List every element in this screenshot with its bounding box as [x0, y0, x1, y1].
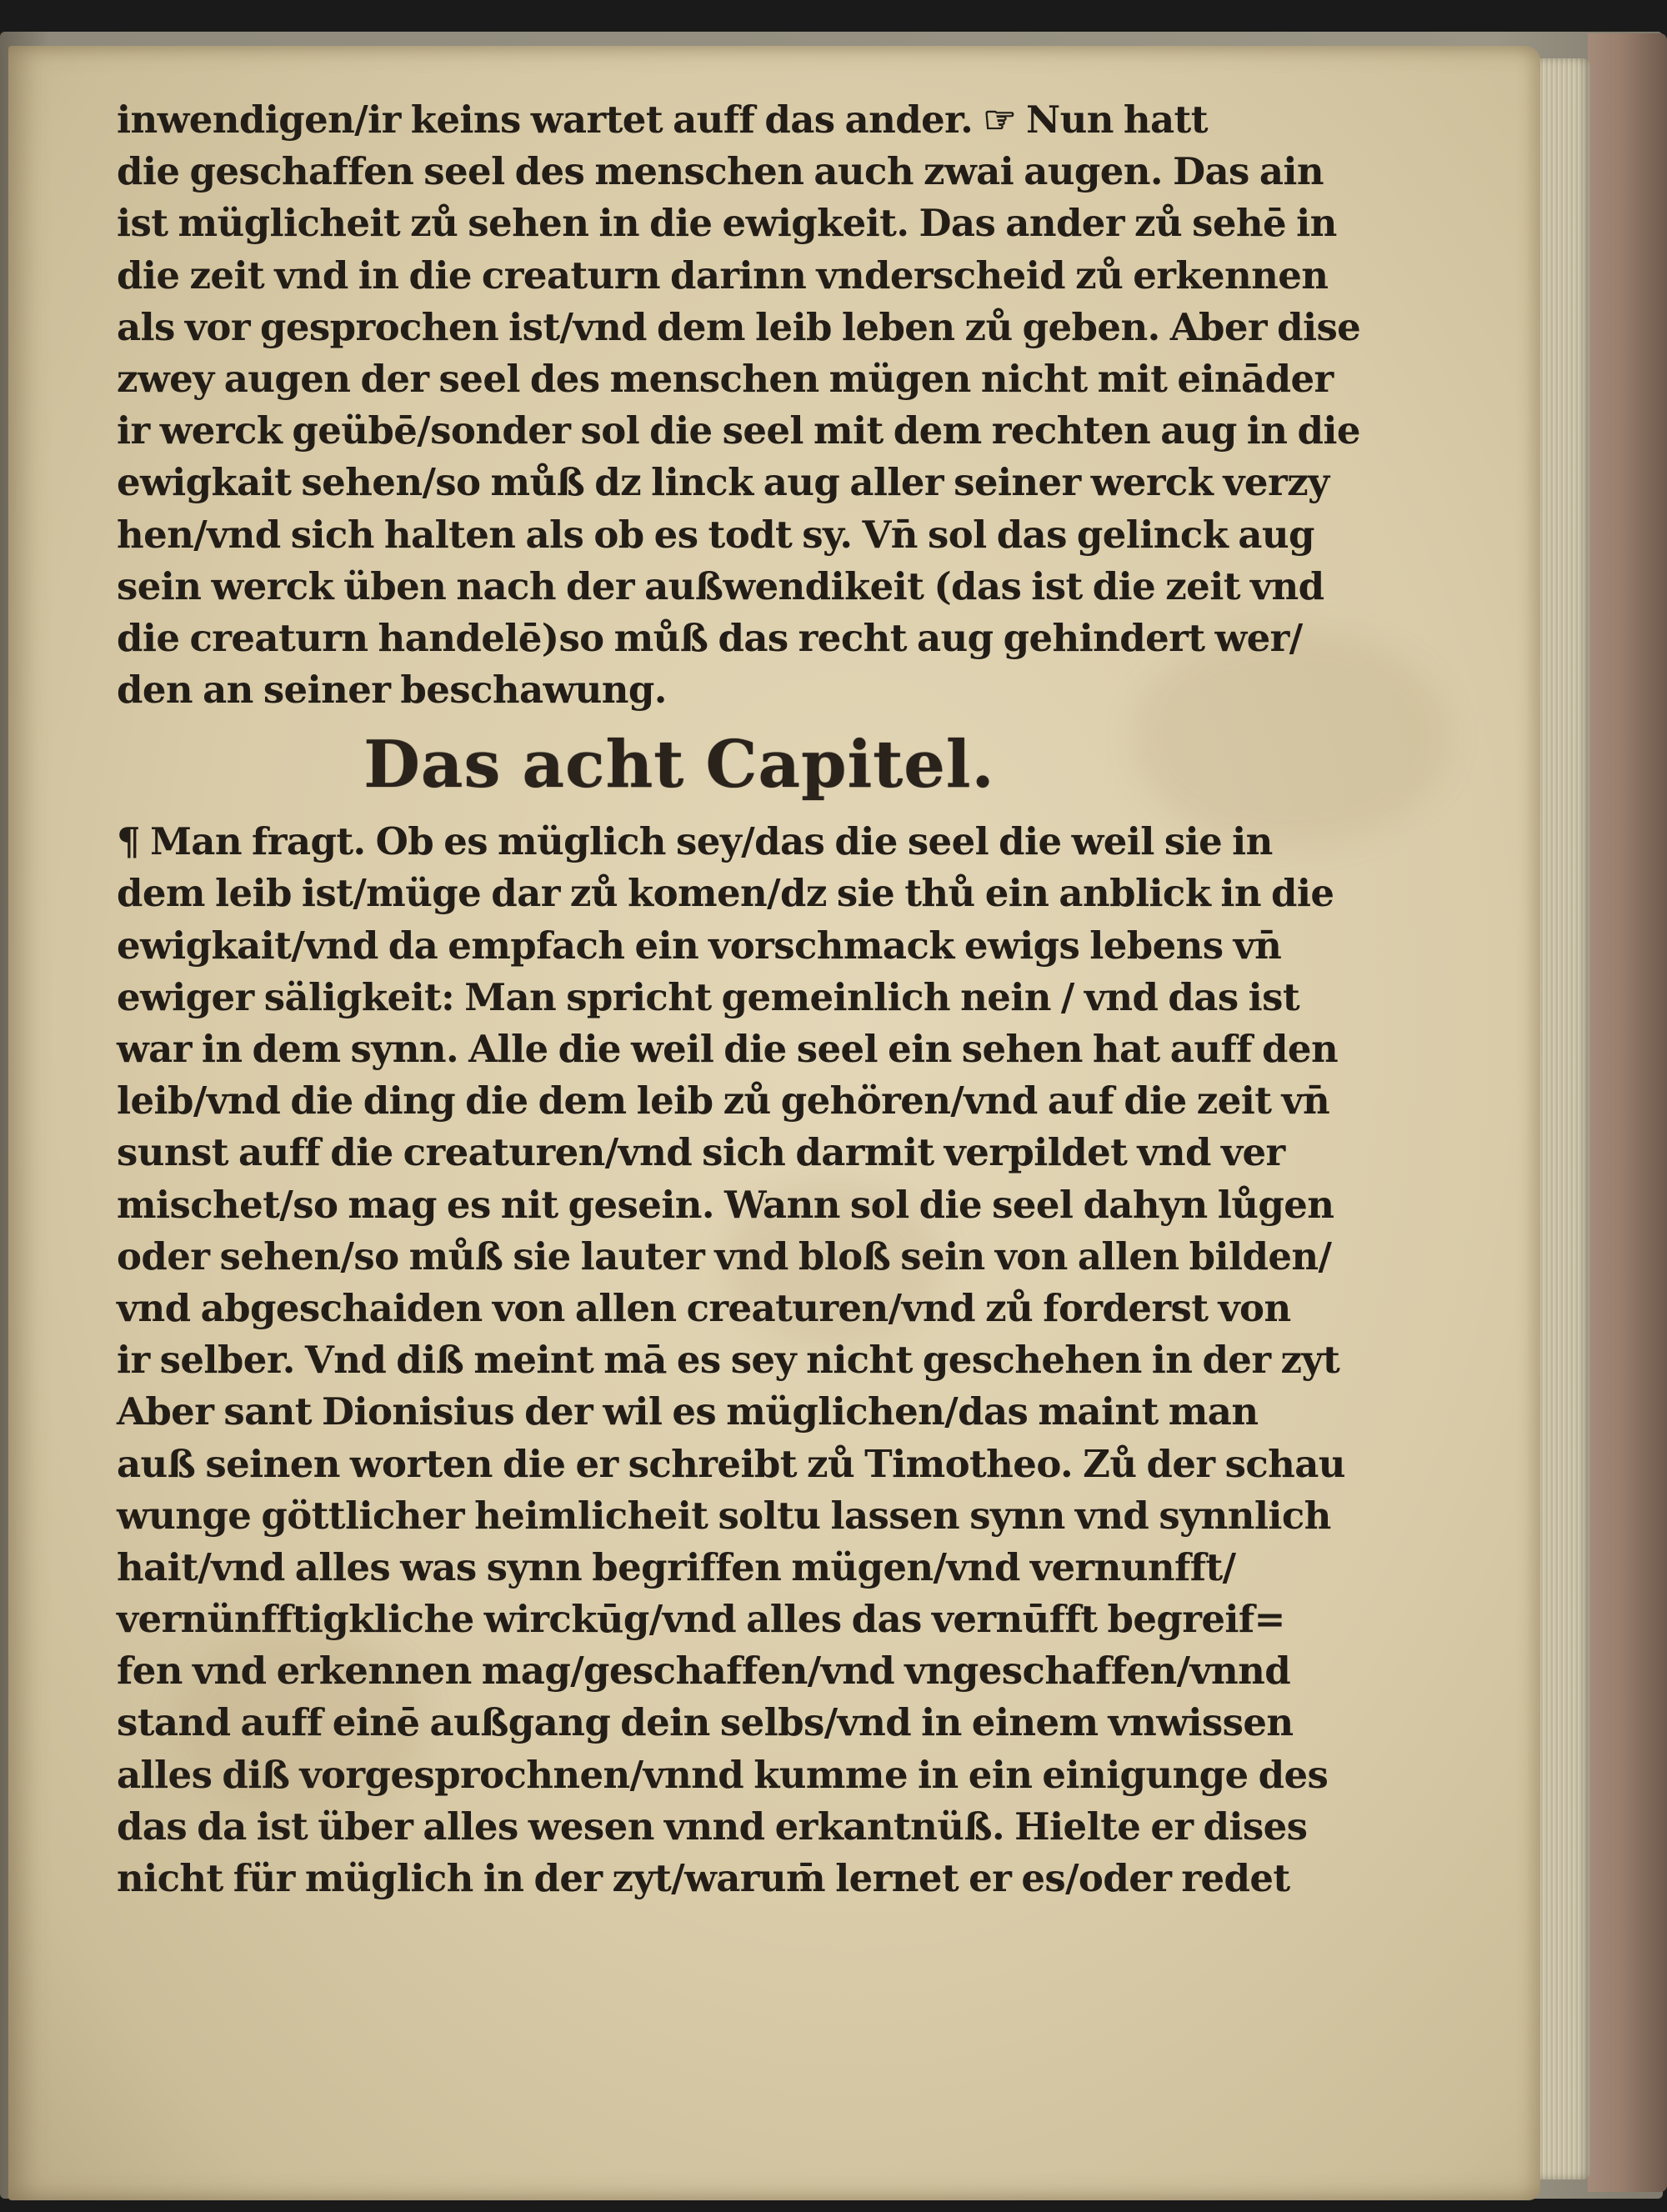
text-line: hen/vnd sich halten als ob es todt sy. Vn̄ sol das gelinck aug — [117, 512, 1314, 557]
text-line: die zeit vnd in die creaturn darinn vnderscheid zů erkennen — [117, 253, 1329, 298]
text-line: ist müglicheit zů sehen in die ewigkeit. Das ander zů sehē in — [117, 201, 1337, 246]
text-line: die creaturn handelē)so můß das recht aug gehindert wer/ — [117, 615, 1303, 660]
text-line: oder sehen/so můß sie lauter vnd bloß sein von allen bilden/ — [117, 1234, 1332, 1279]
text-line: leib/vnd die ding die dem leib zů gehören/vnd auf die zeit vn̄ — [117, 1078, 1330, 1124]
text-line: ewigkait sehen/so můß dz linck aug aller seiner werck verzy — [117, 460, 1329, 505]
text-line: ir werck geübē/sonder sol die seel mit dem rechten aug in die — [117, 408, 1360, 453]
text-line: den an seiner beschawung. — [117, 668, 667, 713]
book-cover-edge — [1588, 33, 1667, 2192]
text-line: alles diß vorgesprochnen/vnnd kumme in ein einigunge des — [117, 1752, 1329, 1797]
text-line: fen vnd erkennen mag/geschaffen/vnd vngeschaffen/vnnd — [117, 1649, 1291, 1694]
text-line: ewiger säligkeit: Man spricht gemeinlich nein / vnd das ist — [117, 974, 1300, 1019]
text-line: mischet/so mag es nit gesein. Wann sol die seel dahyn lůgen — [117, 1182, 1334, 1227]
text-line: vernünfftigkliche wirckūg/vnd alles das vernūfft begreif= — [117, 1597, 1285, 1642]
text-line: war in dem synn. Alle die weil die seel ein sehen hat auff den — [117, 1027, 1339, 1071]
text-line: sein werck üben nach der außwendikeit (das ist die zeit vnd — [117, 563, 1324, 608]
text-line: zwey augen der seel des menschen mügen nicht mit eināder — [117, 356, 1334, 401]
text-line: wunge göttlicher heimlicheit soltu lassen synn vnd synnlich — [117, 1493, 1331, 1538]
text-line: hait/vnd alles was synn begriffen mügen/vnd vernunfft/ — [117, 1544, 1236, 1589]
text-line: Aber sant Dionisius der wil es müglichen/das maint man — [117, 1389, 1259, 1434]
text-line: das da ist über alles wesen vnnd erkantnüß. Hielte er dises — [117, 1804, 1308, 1849]
text-line: als vor gesprochen ist/vnd dem leib leben zů geben. Aber dise — [117, 304, 1361, 349]
text-line: ir selber. Vnd diß meint mā es sey nicht geschehen in der zyt — [117, 1338, 1340, 1383]
chapter-heading: Das acht Capitel. — [363, 727, 995, 803]
text-line: vnd abgeschaiden von allen creaturen/vnd zů forderst von — [117, 1285, 1291, 1330]
text-line: die geschaffen seel des menschen auch zwai augen. Das ain — [117, 149, 1324, 194]
text-line: auß seinen worten die er schreibt zů Timotheo. Zů der schau — [117, 1441, 1345, 1486]
text-line: inwendigen/ir keins wartet auff das ander. ☞ Nun hatt — [117, 98, 1208, 142]
text-line: nicht für müglich in der zyt/warum̄ lernet er es/oder redet — [117, 1856, 1290, 1900]
text-line: stand auff einē außgang dein selbs/vnd in einem vnwissen — [117, 1700, 1294, 1745]
text-line: sunst auff die creaturen/vnd sich darmit verpildet vnd ver — [117, 1130, 1285, 1175]
page-text — [117, 94, 1361, 1904]
book-page — [8, 46, 1540, 2200]
text-line: ewigkait/vnd da empfach ein vorschmack ewigs lebens vn̄ — [117, 923, 1282, 968]
text-line: ¶ Man fragt. Ob es müglich sey/das die seel die weil sie in — [117, 819, 1273, 864]
text-line: dem leib ist/müge dar zů komen/dz sie thů ein anblick in die — [117, 871, 1334, 916]
